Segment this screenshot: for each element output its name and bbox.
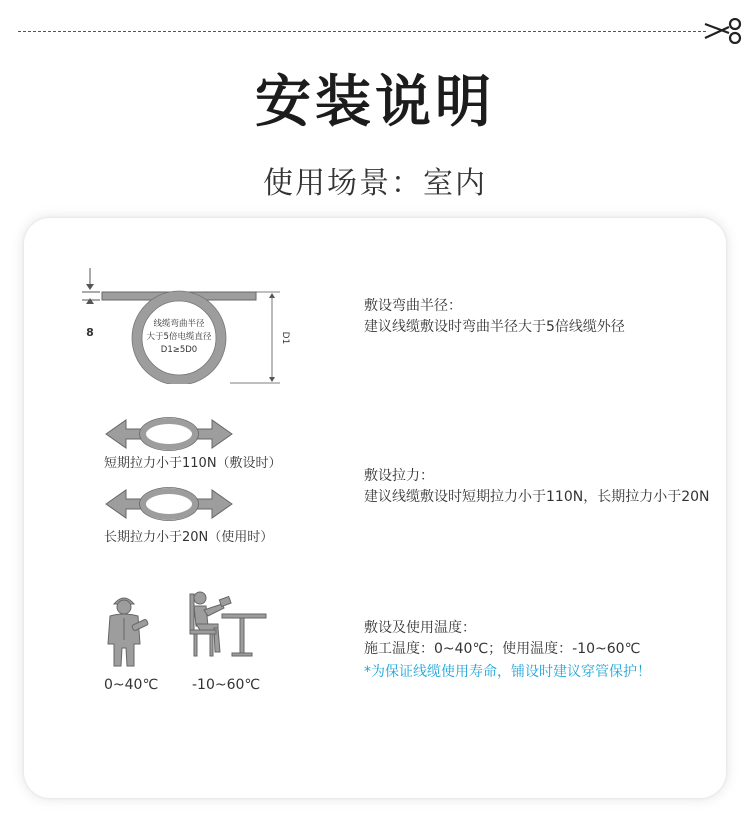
tension-heading: 敷设拉力： (364, 468, 434, 484)
bend-radius-icon (80, 264, 290, 384)
protection-note: *为保证线缆使用寿命，铺设时建议穿管保护！ (364, 664, 651, 680)
temperature-text: 施工温度：0~40℃；使用温度：-10~60℃ (364, 641, 641, 657)
page-title: 安装说明 (255, 70, 495, 135)
tension-text: 建议线缆敷设时短期拉力小于110N，长期拉力小于20N (364, 489, 710, 505)
worker-icon (104, 592, 154, 668)
bend-d1-label: D1 (280, 331, 290, 345)
tension-short-caption: 短期拉力小于110N（敷设时） (104, 456, 282, 471)
tension-arrow-short-icon (104, 416, 234, 452)
bend-diagram-line2: 大于5倍电缆直径 (146, 332, 212, 342)
cut-line (18, 31, 706, 32)
tension-arrow-long-icon (104, 486, 234, 522)
bend-text: 建议线缆敷设时弯曲半径大于5倍线缆外径 (364, 319, 625, 335)
usage-scenario: 使用场景：室内 (263, 166, 487, 201)
scissors-icon (703, 18, 743, 44)
bend-heading: 敷设弯曲半径： (364, 298, 462, 314)
install-temp-caption: 0~40℃ (104, 677, 159, 693)
instruction-card (24, 218, 726, 798)
seated-person-icon (188, 590, 268, 660)
bend-diagram-line1: 线缆弯曲半径 (153, 319, 205, 329)
bend-diagram-line3: D1≥5D0 (160, 345, 198, 355)
use-temp-caption: -10~60℃ (192, 677, 261, 693)
tension-long-caption: 长期拉力小于20N（使用时） (104, 530, 274, 545)
temperature-heading: 敷设及使用温度： (364, 620, 476, 636)
bend-left-label: 8 (86, 326, 94, 339)
